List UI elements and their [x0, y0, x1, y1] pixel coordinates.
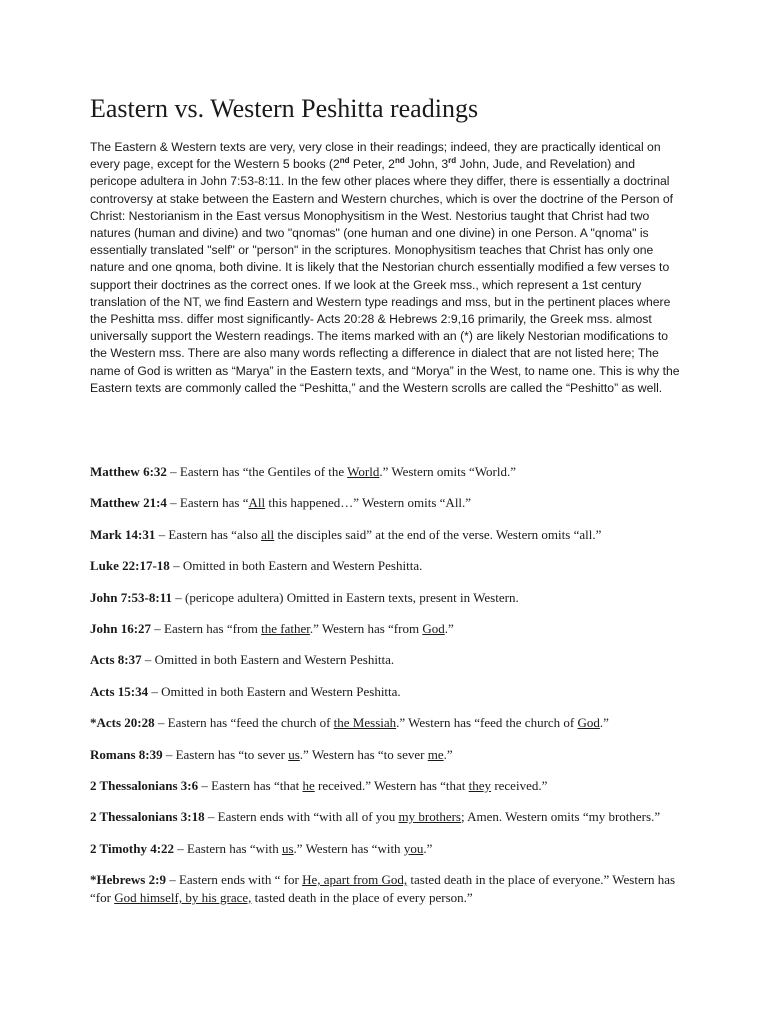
entry-text: .” Western has “with — [293, 840, 404, 856]
entry-text: received.” Western has “that — [314, 777, 469, 793]
entry-text: .” — [423, 840, 433, 856]
page-title: Eastern vs. Western Peshitta readings — [90, 94, 479, 123]
entry-underlined: He, apart from God, — [302, 872, 408, 888]
entry-reference: *Acts 20:28 — [90, 715, 155, 731]
entry-underlined: World — [347, 464, 380, 479]
reading-entry — [90, 746, 680, 764]
entry-reference: John 16:27 — [90, 620, 152, 636]
reading-entry — [90, 777, 680, 795]
reading-entry — [90, 871, 680, 907]
entry-text: – Eastern has “from — [151, 620, 262, 636]
entry-text: – Eastern has “feed the church of — [154, 715, 334, 731]
reading-entry — [90, 589, 680, 607]
reading-entry — [90, 463, 680, 481]
reading-entry — [90, 557, 680, 575]
entry-reference: Matthew 6:32 — [90, 464, 167, 479]
entry-text: – Eastern has “ — [166, 495, 249, 511]
entry-reference: Mark 14:31 — [90, 526, 156, 542]
entry-underlined: God — [577, 715, 600, 731]
entry-underlined: the Messiah — [333, 715, 397, 731]
entry-underlined: you — [403, 840, 424, 856]
entry-text: – Eastern has “also — [155, 526, 262, 542]
readings-list — [90, 463, 680, 920]
entry-text: – Eastern has “with — [174, 840, 282, 856]
intro-text-3: John, 3 — [404, 157, 449, 172]
entry-reference: Luke 22:17-18 — [90, 558, 170, 574]
entry-reference: 2 Thessalonians 3:18 — [90, 809, 205, 825]
intro-text-4: John, Jude, and Revelation) and pericope adultera in John 7:53-8:11. In the few other places where they differ, there is essentially a doctrinal controversy at stake between the Eastern and Western churches, which is over the doctrine of the Person of Christ: Nestorianism in the East versus Monophysitism in the West. Nestorius taught that Christ had two natures (human and divine) and two "qnomas" (one human and one divine) in one Person. A "qnoma" is essentially translated "self" or "person" in the scriptures. Monophysitism teaches that Christ has only one nature and one qnoma, both divine. It is likely that the Nestorian church essentially modified a few verses to support their doctrines as the correct ones. If we look at the Greek mss., which represent a 1st century translation of the NT, we find Eastern and Western type readings and mss, but in the pertinent places where the Peshitta mss. differ most significantly- Acts 20:28 & Hebrews 2:9,16 primarily, the Greek mss. almost universally support the Western readings. The items marked with an (*) are likely Nestorian modifications to the Western mss. There are also many words reflecting a difference in dialect that are not listed here; The name of God is written as “Marya” in the Eastern texts, and “Morya” in the West, to name one. This is why the Eastern texts are commonly called the “Peshitta,” and the Western scrolls are called the “Peshitto” as well. — [90, 157, 680, 395]
entry-text: – Eastern has “that — [198, 777, 303, 793]
entry-reference: Matthew 21:4 — [90, 495, 167, 511]
reading-entry — [90, 808, 680, 826]
reading-entry — [90, 651, 680, 669]
entry-reference: Romans 8:39 — [90, 746, 163, 762]
entry-underlined: they — [468, 777, 492, 793]
reading-entry — [90, 683, 680, 701]
entry-reference: Acts 15:34 — [90, 683, 149, 699]
intro-sup-1: nd — [339, 156, 350, 166]
entry-underlined: he — [302, 777, 315, 793]
intro-sup-2: nd — [394, 156, 405, 166]
entry-text: the disciples said” at the end of the verse. Western omits “all.” — [274, 526, 602, 542]
intro-text-1: The Eastern & Western texts are very, very close in their readings; indeed, they are practically identical on every page, except for the Western 5 books (2 — [90, 140, 661, 172]
entry-text: received.” — [491, 777, 548, 793]
entry-text: .” — [599, 715, 609, 731]
entry-reference: John 7:53-8:11 — [90, 589, 172, 605]
reading-entry — [90, 494, 680, 512]
entry-text: – Omitted in both Eastern and Western Peshitta. — [141, 652, 395, 668]
entry-text: .” — [444, 620, 454, 636]
entry-text: tasted death in the place of everyone.” Western has “for — [90, 872, 676, 906]
intro-paragraph — [90, 139, 680, 397]
reading-entry — [90, 526, 680, 544]
entry-reference: 2 Timothy 4:22 — [90, 840, 175, 856]
entry-text: this happened…” Western omits “All.” — [265, 495, 472, 511]
entry-text: tasted death in the place of every person.” — [251, 890, 473, 906]
entry-reference: *Hebrews 2:9 — [90, 872, 166, 888]
entry-text: – Eastern has “to sever — [162, 746, 289, 762]
intro-text-2: Peter, 2 — [349, 157, 395, 172]
entry-underlined: God himself, by his grace, — [114, 890, 252, 906]
reading-entry — [90, 840, 680, 858]
entry-text: .” — [443, 746, 453, 762]
entry-underlined: us — [288, 746, 300, 762]
entry-text: – Eastern has “the Gentiles of the — [166, 464, 348, 479]
entry-underlined: us — [281, 840, 294, 856]
entry-text: – Omitted in both Eastern and Western Peshitta. — [169, 558, 423, 574]
entry-text: – Omitted in both Eastern and Western Peshitta. — [148, 683, 401, 699]
entry-underlined: all — [261, 526, 275, 542]
entry-underlined: me — [427, 746, 444, 762]
intro-sup-3: rd — [448, 156, 457, 166]
entry-text: .” Western has “from — [309, 620, 423, 636]
reading-entry — [90, 714, 680, 732]
entry-text: – Eastern ends with “ for — [165, 872, 303, 888]
entry-reference: Acts 8:37 — [90, 652, 142, 668]
entry-reference: 2 Thessalonians 3:6 — [90, 777, 199, 793]
entry-text: .” Western omits “World.” — [379, 464, 517, 479]
entry-underlined: God — [422, 620, 445, 636]
entry-text: – (pericope adultera) Omitted in Eastern texts, present in Western. — [171, 589, 519, 605]
entry-text: – Eastern ends with “with all of you — [204, 809, 399, 825]
entry-underlined: my brothers — [398, 809, 461, 825]
entry-text: .” Western has “to sever — [299, 746, 428, 762]
reading-entry — [90, 620, 680, 638]
entry-underlined: All — [248, 495, 266, 511]
entry-text: .” Western has “feed the church of — [396, 715, 578, 731]
entry-text: ; Amen. Western omits “my brothers.” — [461, 809, 661, 825]
entry-underlined: the father — [261, 620, 310, 636]
